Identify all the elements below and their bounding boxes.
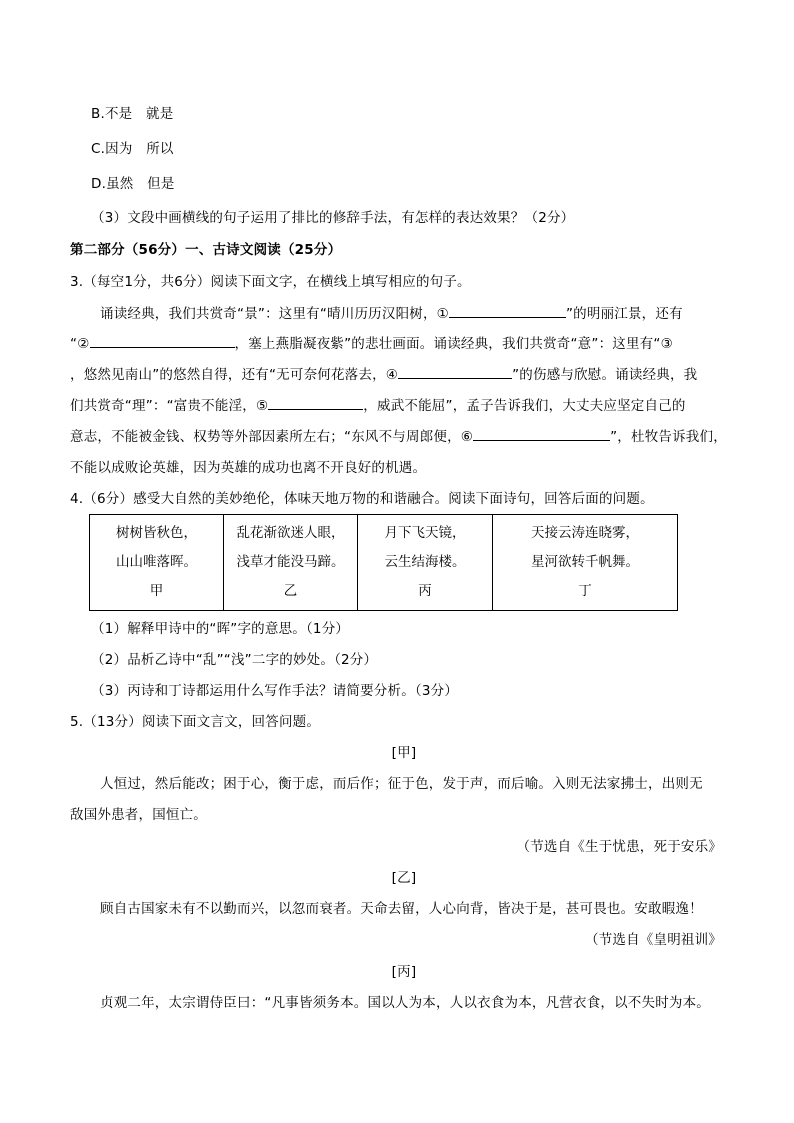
poem-line: 山山唯落晖。 (116, 554, 197, 570)
passage-yi-source: （节选自《皇明祖训》 (585, 932, 722, 948)
poem-line: 星河欲转千帆舞。 (531, 554, 639, 570)
poem-label: 乙 (283, 583, 298, 599)
answer-blank-2[interactable] (90, 333, 235, 348)
passage-label-jia (0, 743, 794, 763)
q3-text: 意志，不能被金钱、权势等外部因素所左右；“东风不与周郎便，⑥ (70, 429, 474, 445)
q3-text: ，威武不能屈”，孟子告诉我们，大丈夫应坚定自己的 (363, 398, 686, 414)
q3-text: ”的伤感与欣慰。诵读经典，我 (512, 367, 698, 383)
q3-text: ”的明丽江景，还有 (565, 306, 683, 322)
label-text: [丙] (391, 964, 417, 980)
option-b: B.不是 就是 (91, 106, 174, 122)
poem-line: 云生结海楼。 (384, 554, 466, 570)
passage-bing-line-1: 贞观二年，太宗谓侍臣曰：“凡事皆须务本。国以人为本，人以衣食为本，凡营衣食，以不失时为本。 (100, 995, 710, 1011)
q3-line-4 (70, 395, 686, 416)
poem-label: 甲 (149, 583, 164, 599)
option-d: D.虽然 但是 (91, 176, 175, 192)
poem-cell-yi (224, 515, 358, 611)
poems-table (89, 514, 678, 611)
passage-label-bing (0, 962, 794, 982)
q3-text: 诵读经典，我们共赏奇“景”：这里有“晴川历历汉阳树，① (100, 306, 449, 322)
poem-label: 丁 (578, 583, 592, 599)
poem-line: 乱花渐欲迷人眼， (236, 525, 345, 541)
q3-text: ，悠然见南山”的悠然自得，还有“无可奈何花落去，④ (70, 367, 399, 383)
poem-cell-bing (358, 515, 493, 611)
answer-blank-1[interactable] (449, 303, 566, 318)
label-text: [甲] (391, 745, 417, 761)
answer-blank-6[interactable] (473, 426, 610, 441)
q3-line-3 (70, 364, 697, 385)
q3-text: ”，杜牧告诉我们， (610, 429, 727, 445)
poem-label: 丙 (418, 583, 432, 599)
answer-blank-4[interactable] (398, 364, 512, 379)
q3-line-6: 不能以成败论英雄，因为英雄的成功也离不开良好的机遇。 (70, 460, 427, 476)
passage-jia-source: （节选自《生于忧患，死于安乐》 (516, 839, 722, 855)
question-4-3: （3）丙诗和丁诗都运用什么写作手法？请简要分析。（3分） (91, 683, 459, 699)
answer-blank-5[interactable] (268, 395, 363, 410)
question-4-1: （1）解释甲诗中的“晖”字的意思。（1分） (91, 621, 350, 637)
section-heading: 第二部分（56分）一、古诗文阅读（25分） (70, 242, 342, 258)
passage-jia-line-1: 人恒过，然后能改；困于心，衡于虑，而后作；征于色，发于声，而后喻。入则无法家拂士，出则无 (100, 776, 703, 792)
q3-line-2 (70, 333, 673, 354)
q3-text: “② (70, 336, 90, 352)
poem-line: 月下飞天镜， (384, 525, 466, 541)
label-text: [乙] (391, 870, 417, 886)
q3-line-1 (100, 303, 683, 324)
poem-line: 树树皆秋色， (116, 525, 197, 541)
question-5-title: 5.（13分）阅读下面文言文，回答问题。 (70, 714, 321, 730)
poem-cell-jia (90, 515, 224, 611)
poem-cell-ding (493, 515, 678, 611)
q3-text: ，塞上燕脂凝夜紫”的悲壮画面。诵读经典，我们共赏奇“意”：这里有“③ (234, 336, 673, 352)
poem-line: 天接云涛连晓雾， (531, 525, 639, 541)
option-c: C.因为 所以 (91, 141, 174, 157)
q3-text: 们共赏奇“理”：“富贵不能淫，⑤ (70, 398, 269, 414)
passage-jia-line-2: 敌国外患者，国恒亡。 (70, 807, 207, 823)
question-4-2: （2）品析乙诗中“乱”“浅”二字的妙处。（2分） (91, 652, 378, 668)
question-2-3: （3）文段中画横线的句子运用了排比的修辞手法，有怎样的表达效果？（2分） (91, 210, 575, 226)
q3-line-5 (70, 426, 727, 447)
passage-label-yi (0, 868, 794, 888)
passage-yi-line-1: 顾自古国家未有不以勤而兴，以忽而衰者。天命去留，人心向背，皆决于是，甚可畏也。安敢暇逸！ (100, 901, 703, 917)
question-4-title: 4.（6分）感受大自然的美妙绝伦，体味天地万物的和谐融合。阅读下面诗句，回答后面的问题。 (70, 491, 654, 507)
poem-line: 浅草才能没马蹄。 (236, 554, 345, 570)
question-3-title: 3.（每空1分，共6分）阅读下面文字，在横线上填写相应的句子。 (70, 274, 471, 290)
